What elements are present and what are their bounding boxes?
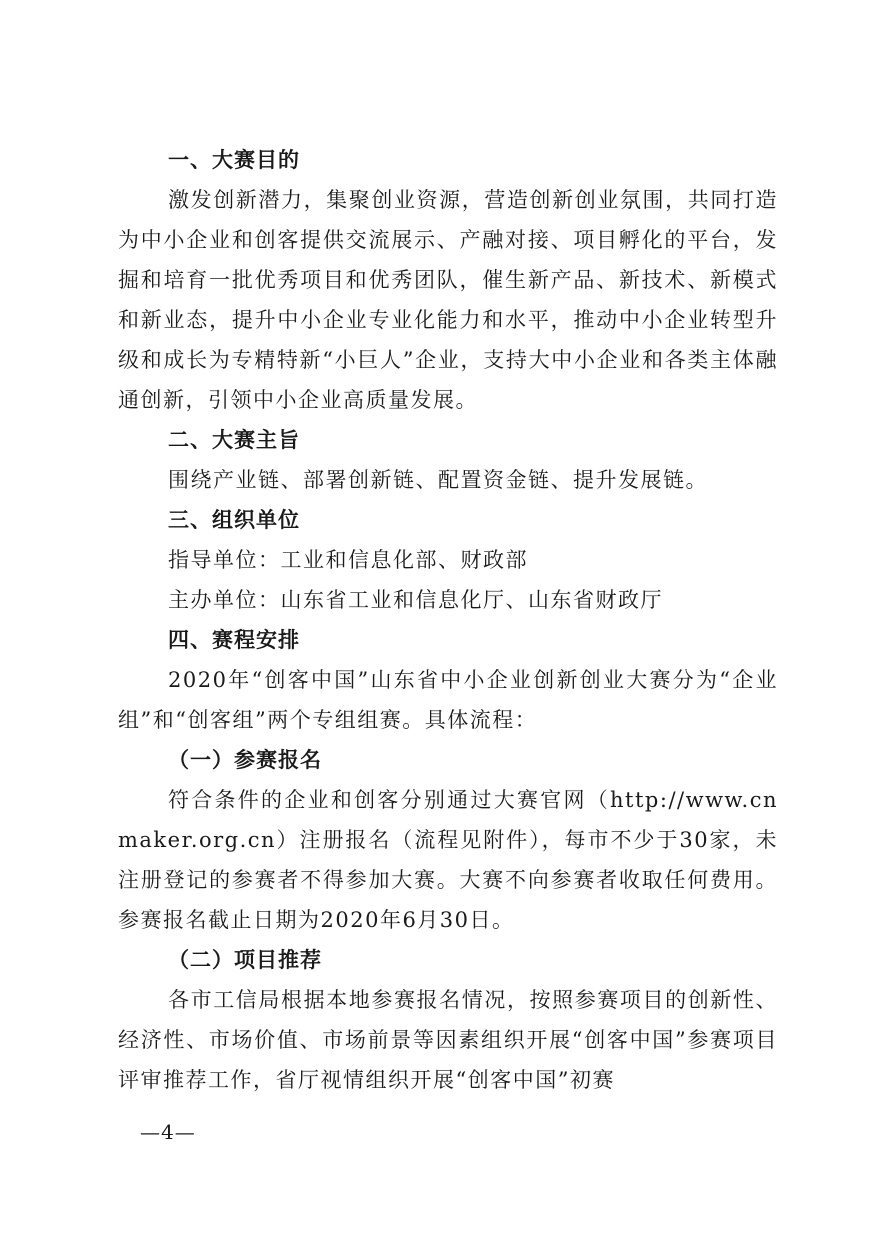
paragraph-theme: 围绕产业链、部署创新链、配置资金链、提升发展链。 xyxy=(168,468,708,492)
section-heading-schedule: 四、赛程安排 xyxy=(168,628,300,652)
paragraph-registration: 符合条件的企业和创客分别通过大赛官网（http://www.cnmaker.org.cn）注册报名（流程见附件），每市不少于30家，未注册登记的参赛者不得参加大赛。大赛不向参赛者收取任何费用。参赛报名截止日期为2020年6月30日。 xyxy=(118,788,778,932)
paragraph-schedule: 2020年“创客中国”山东省中小企业创新创业大赛分为“企业组”和“创客组”两个专组组赛。具体流程： xyxy=(118,668,778,732)
section-heading-purpose: 一、大赛目的 xyxy=(168,148,300,172)
subsection-heading-recommendation: （二）项目推荐 xyxy=(168,948,322,972)
paragraph-host-unit: 主办单位：山东省工业和信息化厅、山东省财政厅 xyxy=(168,588,663,612)
section-heading-theme: 二、大赛主旨 xyxy=(168,428,300,452)
section-heading-organizers: 三、组织单位 xyxy=(168,508,300,532)
paragraph-purpose: 激发创新潜力，集聚创业资源，营造创新创业氛围，共同打造为中小企业和创客提供交流展示、产融对接、项目孵化的平台，发掘和培育一批优秀项目和优秀团队，催生新产品、新技术、新模式和新业态，提升中小企业专业化能力和水平，推动中小企业转型升级和成长为专精特新“小巨人”企业，支持大中小企业和各类主体融通创新，引领中小企业高质量发展。 xyxy=(118,188,778,412)
document-body xyxy=(118,140,778,1100)
paragraph-recommendation: 各市工信局根据本地参赛报名情况，按照参赛项目的创新性、经济性、市场价值、市场前景等因素组织开展“创客中国”参赛项目评审推荐工作，省厅视情组织开展“创客中国”初赛 xyxy=(118,988,778,1092)
subsection-heading-registration: （一）参赛报名 xyxy=(168,748,322,772)
paragraph-guiding-unit: 指导单位：工业和信息化部、财政部 xyxy=(168,548,528,572)
page-number: —4— xyxy=(140,1120,196,1144)
